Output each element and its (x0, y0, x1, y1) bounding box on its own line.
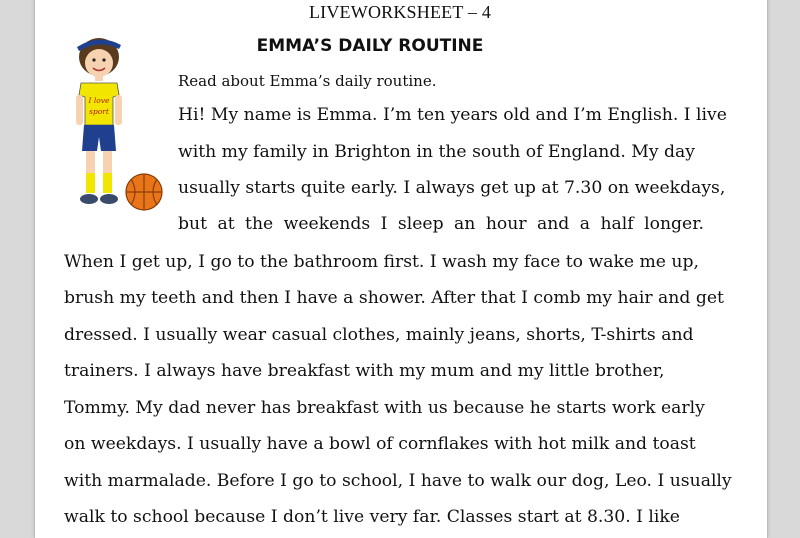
paragraph-line-12: walk to school because I don’t live very far. Classes start at 8.30. I like (64, 507, 680, 527)
paragraph-line-4: but at the weekends I sleep an hour and a half longer. (178, 214, 705, 234)
paragraph-line-6: brush my teeth and then I have a shower. After that I comb my hair and get (64, 288, 724, 308)
instruction-text: Read about Emma’s daily routine. (178, 72, 437, 90)
shirt-text-line-2: sport (89, 107, 109, 116)
paragraph-line-11: with marmalade. Before I go to school, I have to walk our dog, Leo. I usually (64, 471, 732, 491)
paragraph-line-1: Hi! My name is Emma. I’m ten years old and I’m English. I live (178, 105, 727, 125)
paragraph-line-5: When I get up, I go to the bathroom first. I wash my face to wake me up, (64, 252, 699, 272)
paragraph-line-2: with my family in Brighton in the south of England. My day (178, 142, 696, 162)
paragraph-line-7: dressed. I usually wear casual clothes, mainly jeans, shorts, T-shirts and (64, 325, 694, 345)
paragraph-line-10: on weekdays. I usually have a bowl of cornflakes with hot milk and toast (64, 434, 696, 454)
document-title: EMMA’S DAILY ROUTINE (256, 36, 484, 56)
shirt-text-line-1: I love (88, 96, 110, 105)
paragraph-line-8: trainers. I always have breakfast with my mum and my little brother, (64, 361, 665, 381)
worksheet-header: LIVEWORKSHEET – 4 (308, 2, 492, 22)
paragraph-line-3: usually starts quite early. I always get up at 7.30 on weekdays, (178, 178, 726, 198)
paragraph-line-9: Tommy. My dad never has breakfast with us because he starts work early (64, 398, 705, 418)
girl-with-basketball-icon (67, 33, 166, 214)
